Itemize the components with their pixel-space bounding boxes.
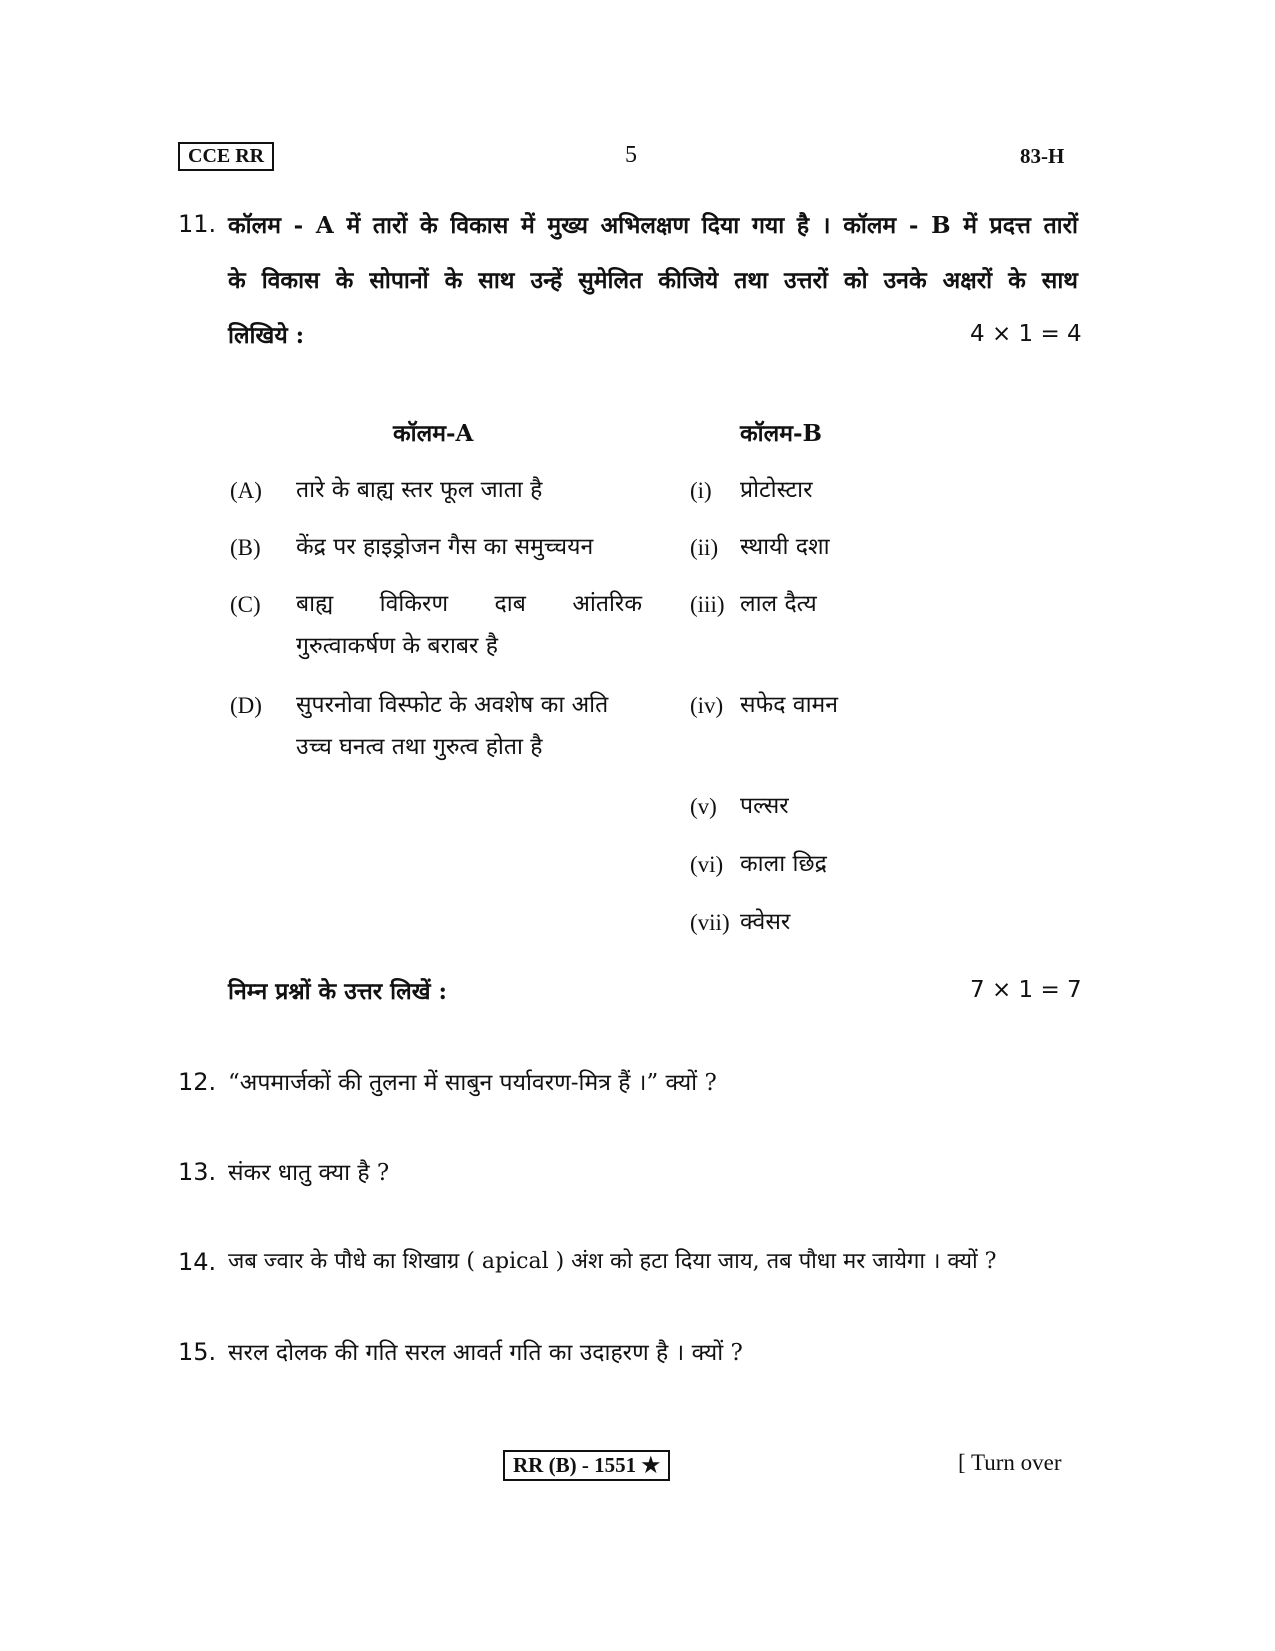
q15-number: 15. — [178, 1338, 217, 1366]
column-b-item-ii: स्थायी दशा — [740, 534, 830, 560]
star-icon: ★ — [641, 1453, 661, 1477]
column-a-label-d: (D) — [230, 693, 262, 718]
column-a-item-a: तारे के बाह्य स्तर फूल जाता है — [296, 477, 543, 503]
column-b-label-ii: (ii) — [690, 535, 719, 560]
column-a-item-c-line-1: बाह्य विकिरण दाब आंतरिक — [296, 591, 642, 617]
column-b-label-iii: (iii) — [690, 592, 725, 617]
column-b-title: कॉलम-B — [740, 420, 822, 447]
page-number: 5 — [625, 142, 637, 168]
column-b-label-vi: (vi) — [690, 852, 724, 877]
column-a-item-b: केंद्र पर हाइड्रोजन गैस का समुच्चयन — [296, 534, 594, 560]
footer-code-box — [503, 1450, 670, 1481]
q14-number: 14. — [178, 1248, 217, 1276]
column-a-label-a: (A) — [230, 478, 262, 503]
column-b-label-v: (v) — [690, 794, 717, 819]
section-marks: 7 × 1 = 7 — [970, 977, 1082, 1003]
column-b-item-v: पल्सर — [740, 793, 789, 819]
column-b-label-iv: (iv) — [690, 693, 724, 718]
column-a-item-d-line-2: उच्च घनत्व तथा गुरुत्व होता है — [296, 734, 543, 760]
column-a-item-d-line-1: सुपरनोवा विस्फोट के अवशेष का अति — [296, 692, 609, 718]
column-a-label-b: (B) — [230, 535, 261, 560]
q14-text: जब ज्वार के पौधे का शिखाग्र ( apical ) अंश को हटा दिया जाय, तब पौधा मर जायेगा । क्यों ? — [228, 1249, 997, 1274]
paper-code-box — [178, 142, 274, 171]
q11-number: 11. — [178, 210, 217, 238]
q12-text: “अपमार्जकों की तुलना में साबुन पर्यावरण-मित्र हैं ।” क्यों ? — [228, 1070, 717, 1096]
footer-code: RR (B) - 1551 — [513, 1453, 637, 1477]
column-b-item-vi: काला छिद्र — [740, 851, 827, 877]
q13-text: संकर धातु क्या है ? — [228, 1160, 390, 1186]
q12-number: 12. — [178, 1068, 217, 1096]
column-b-item-iv: सफेद वामन — [740, 692, 839, 718]
column-a-title: कॉलम-A — [393, 420, 474, 447]
q11-line-2: के विकास के सोपानों के साथ उन्हें सुमेलित कीजिये तथा उत्तरों को उनके अक्षरों के साथ — [228, 267, 1078, 294]
column-a-label-c: (C) — [230, 592, 261, 617]
q11-line-1: कॉलम - A में तारों के विकास में मुख्य अभिलक्षण दिया गया है । कॉलम - B में प्रदत्त तारों — [228, 212, 1078, 239]
section-instruction: निम्न प्रश्नों के उत्तर लिखें : — [228, 978, 448, 1005]
column-b-item-vii: क्वेसर — [740, 909, 791, 935]
q11-marks: 4 × 1 = 4 — [970, 321, 1082, 347]
q13-number: 13. — [178, 1158, 217, 1186]
column-b-item-iii: लाल दैत्य — [740, 591, 817, 617]
column-a-item-c-line-2: गुरुत्वाकर्षण के बराबर है — [296, 633, 498, 659]
paper-code: CCE RR — [188, 145, 265, 167]
turn-over: [ Turn over — [958, 1450, 1062, 1475]
column-b-label-vii: (vii) — [690, 910, 730, 935]
column-b-item-i: प्रोटोस्टार — [740, 477, 813, 503]
q11-line-3: लिखिये : — [228, 322, 305, 349]
q15-text: सरल दोलक की गति सरल आवर्त गति का उदाहरण है । क्यों ? — [228, 1340, 743, 1366]
subject-code: 83-H — [1020, 144, 1065, 168]
column-b-label-i: (i) — [690, 478, 712, 503]
